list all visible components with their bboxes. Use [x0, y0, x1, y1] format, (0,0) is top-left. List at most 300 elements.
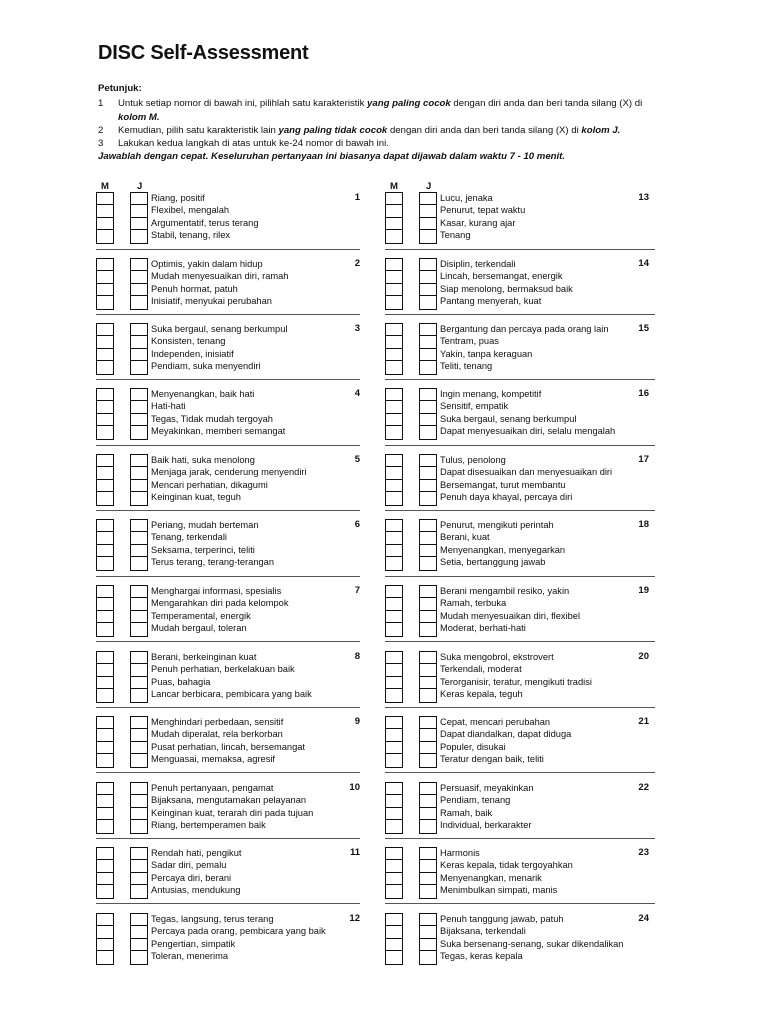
answer-checkbox-j[interactable]: [131, 586, 147, 598]
question-group: [385, 454, 675, 510]
checkbox-column-m: [385, 454, 403, 506]
answer-checkbox-m[interactable]: [97, 455, 113, 467]
checkbox-column-m: [96, 913, 114, 965]
answer-checkbox-j[interactable]: [420, 677, 436, 689]
option-label: Mudah bergaul, toleran: [151, 623, 247, 634]
answer-checkbox-m[interactable]: [386, 455, 402, 467]
answer-checkbox-m[interactable]: [97, 389, 113, 401]
option-label: Percaya diri, berani: [151, 872, 232, 883]
answer-checkbox-m[interactable]: [386, 623, 402, 635]
answer-checkbox-m[interactable]: [386, 742, 402, 754]
answer-checkbox-m[interactable]: [386, 611, 402, 623]
answer-checkbox-j[interactable]: [131, 664, 147, 676]
question-number: 12: [349, 913, 360, 924]
option-label: Pantang menyerah, kuat: [440, 296, 542, 307]
answer-checkbox-m[interactable]: [386, 689, 402, 701]
option-label: Keinginan kuat, teguh: [151, 492, 241, 503]
answer-checkbox-m[interactable]: [97, 808, 113, 820]
option-label: Riang, bertemperamen baik: [151, 820, 266, 831]
answer-checkbox-m[interactable]: [386, 914, 402, 926]
answer-checkbox-j[interactable]: [131, 492, 147, 504]
answer-checkbox-m[interactable]: [97, 783, 113, 795]
answer-checkbox-j[interactable]: [131, 361, 147, 373]
answer-checkbox-m[interactable]: [386, 545, 402, 557]
answer-checkbox-j[interactable]: [131, 677, 147, 689]
group-divider: [385, 641, 655, 642]
option-label: Penurut, mengikuti perintah: [440, 520, 554, 530]
answer-checkbox-j[interactable]: [131, 259, 147, 271]
question-number: 1: [354, 192, 360, 203]
answer-checkbox-m[interactable]: [97, 426, 113, 438]
answer-checkbox-m[interactable]: [97, 939, 113, 951]
checkbox-column-j: [130, 847, 148, 899]
answer-checkbox-m[interactable]: [97, 926, 113, 938]
option-label: Pengertian, simpatik: [151, 938, 236, 949]
answer-checkbox-m[interactable]: [97, 664, 113, 676]
answer-checkbox-j[interactable]: [131, 349, 147, 361]
answer-checkbox-j[interactable]: [131, 557, 147, 569]
checkbox-column-j: [419, 782, 437, 834]
option-label: Penurut, tepat waktu: [440, 205, 526, 216]
option-label: Menyenangkan, menarik: [440, 872, 542, 883]
answer-checkbox-m[interactable]: [386, 808, 402, 820]
answer-checkbox-j[interactable]: [420, 795, 436, 807]
answer-checkbox-m[interactable]: [386, 284, 402, 296]
answer-checkbox-m[interactable]: [97, 361, 113, 373]
group-divider: [385, 379, 655, 380]
option-label: Pusat perhatian, lincah, bersemangat: [151, 741, 306, 752]
question-options: [440, 323, 609, 373]
option-label: Keras kepala, tidak tergoyahkan: [440, 860, 573, 871]
checkbox-column-m: [96, 651, 114, 703]
option-label: Mudah menyesuaikan diri, ramah: [151, 271, 289, 282]
option-label: Penuh tanggung jawab, patuh: [440, 914, 564, 924]
option-label: Pendiam, tenang: [440, 795, 511, 806]
answer-checkbox-j[interactable]: [420, 492, 436, 504]
instruction-step-2: 2 Kemudian, pilih satu karakteristik lain yang paling tidak cocok dengan diri anda dan beri tanda silang (X) di kolom J.: [98, 124, 621, 136]
group-divider: [385, 838, 655, 839]
option-label: Cepat, mencari perubahan: [440, 717, 551, 727]
answer-checkbox-m[interactable]: [386, 860, 402, 872]
option-label: Optimis, yakin dalam hidup: [151, 259, 263, 269]
answer-checkbox-m[interactable]: [97, 754, 113, 766]
group-divider: [96, 510, 360, 511]
answer-checkbox-m[interactable]: [97, 467, 113, 479]
question-group: [96, 913, 386, 969]
answer-checkbox-j[interactable]: [420, 742, 436, 754]
checkbox-column-m: [96, 519, 114, 571]
answer-checkbox-m[interactable]: [386, 677, 402, 689]
checkbox-column-m: [96, 782, 114, 834]
answer-checkbox-m[interactable]: [97, 848, 113, 860]
option-label: Penuh perhatian, berkelakuan baik: [151, 664, 295, 675]
option-label: Dapat menyesuaikan diri, selalu mengalah: [440, 426, 616, 437]
answer-checkbox-m[interactable]: [386, 389, 402, 401]
question-group: [385, 192, 675, 248]
question-group: [96, 716, 386, 772]
option-label: Sadar diri, pemalu: [151, 860, 227, 871]
answer-checkbox-m[interactable]: [386, 401, 402, 413]
option-label: Terkendali, moderat: [440, 664, 522, 675]
answer-checkbox-j[interactable]: [131, 193, 147, 205]
answer-checkbox-j[interactable]: [131, 742, 147, 754]
answer-checkbox-m[interactable]: [386, 652, 402, 664]
option-label: Seksama, terperinci, teliti: [151, 544, 255, 555]
answer-checkbox-m[interactable]: [97, 205, 113, 217]
option-label: Kasar, kurang ajar: [440, 217, 516, 228]
answer-checkbox-j[interactable]: [131, 401, 147, 413]
answer-checkbox-m[interactable]: [97, 324, 113, 336]
answer-checkbox-m[interactable]: [386, 586, 402, 598]
option-label: Menyenangkan, baik hati: [151, 389, 255, 399]
answer-checkbox-j[interactable]: [420, 783, 436, 795]
answer-checkbox-j[interactable]: [420, 455, 436, 467]
answer-checkbox-m[interactable]: [97, 611, 113, 623]
answer-checkbox-j[interactable]: [131, 455, 147, 467]
option-label: Lucu, jenaka: [440, 193, 493, 203]
answer-checkbox-m[interactable]: [386, 951, 402, 963]
option-label: Tentram, puas: [440, 336, 499, 347]
answer-checkbox-j[interactable]: [420, 532, 436, 544]
answer-checkbox-m[interactable]: [97, 885, 113, 897]
answer-checkbox-m[interactable]: [97, 193, 113, 205]
option-label: Penuh daya khayal, percaya diri: [440, 492, 573, 503]
option-label: Suka bersenang-senang, sukar dikendalikan: [440, 938, 624, 949]
option-label: Berani, kuat: [440, 532, 490, 543]
answer-checkbox-j[interactable]: [131, 623, 147, 635]
answer-checkbox-j[interactable]: [420, 426, 436, 438]
option-label: Menghargai informasi, spesialis: [151, 586, 282, 596]
answer-checkbox-j[interactable]: [131, 914, 147, 926]
checkbox-column-m: [96, 716, 114, 768]
answer-checkbox-j[interactable]: [420, 951, 436, 963]
answer-checkbox-m[interactable]: [97, 873, 113, 885]
answer-checkbox-m[interactable]: [386, 426, 402, 438]
answer-checkbox-j[interactable]: [420, 557, 436, 569]
question-number: 9: [354, 716, 360, 727]
answer-checkbox-m[interactable]: [97, 492, 113, 504]
answer-checkbox-m[interactable]: [386, 795, 402, 807]
answer-checkbox-j[interactable]: [420, 401, 436, 413]
answer-checkbox-j[interactable]: [420, 271, 436, 283]
answer-checkbox-m[interactable]: [386, 754, 402, 766]
answer-checkbox-m[interactable]: [386, 205, 402, 217]
answer-checkbox-m[interactable]: [386, 939, 402, 951]
answer-checkbox-m[interactable]: [386, 885, 402, 897]
question-group: [385, 651, 675, 707]
answer-checkbox-j[interactable]: [420, 218, 436, 230]
question-number: 21: [638, 716, 649, 727]
answer-checkbox-j[interactable]: [420, 480, 436, 492]
question-options: [440, 585, 580, 635]
answer-checkbox-m[interactable]: [386, 848, 402, 860]
answer-checkbox-j[interactable]: [131, 939, 147, 951]
answer-checkbox-m[interactable]: [97, 795, 113, 807]
checkbox-column-j: [130, 585, 148, 637]
checkbox-column-m: [385, 388, 403, 440]
answer-checkbox-j[interactable]: [420, 545, 436, 557]
answer-checkbox-m[interactable]: [386, 520, 402, 532]
answer-checkbox-j[interactable]: [420, 873, 436, 885]
answer-checkbox-j[interactable]: [131, 414, 147, 426]
question-options: [151, 716, 305, 766]
answer-checkbox-j[interactable]: [420, 820, 436, 832]
answer-checkbox-m[interactable]: [386, 783, 402, 795]
question-group: [96, 258, 386, 314]
answer-checkbox-j[interactable]: [131, 885, 147, 897]
answer-checkbox-j[interactable]: [420, 230, 436, 242]
answer-checkbox-m[interactable]: [97, 545, 113, 557]
answer-checkbox-j[interactable]: [131, 296, 147, 308]
answer-checkbox-j[interactable]: [131, 271, 147, 283]
answer-checkbox-j[interactable]: [131, 218, 147, 230]
option-label: Lincah, bersemangat, energik: [440, 271, 563, 282]
checkbox-column-j: [419, 192, 437, 244]
answer-checkbox-j[interactable]: [131, 284, 147, 296]
option-label: Ramah, baik: [440, 807, 493, 818]
answer-checkbox-m[interactable]: [97, 586, 113, 598]
answer-checkbox-m[interactable]: [97, 284, 113, 296]
answer-checkbox-j[interactable]: [131, 795, 147, 807]
checkbox-column-j: [130, 192, 148, 244]
answer-checkbox-j[interactable]: [420, 611, 436, 623]
answer-checkbox-m[interactable]: [386, 717, 402, 729]
answer-checkbox-m[interactable]: [97, 717, 113, 729]
answer-checkbox-m[interactable]: [386, 820, 402, 832]
answer-checkbox-m[interactable]: [386, 664, 402, 676]
question-options: [440, 258, 573, 308]
answer-checkbox-j[interactable]: [131, 480, 147, 492]
answer-checkbox-m[interactable]: [386, 873, 402, 885]
option-label: Menguasai, memaksa, agresif: [151, 754, 276, 765]
answer-checkbox-j[interactable]: [420, 389, 436, 401]
answer-checkbox-m[interactable]: [97, 401, 113, 413]
answer-checkbox-m[interactable]: [386, 193, 402, 205]
question-number: 23: [638, 847, 649, 858]
answer-checkbox-m[interactable]: [386, 271, 402, 283]
answer-checkbox-j[interactable]: [420, 520, 436, 532]
answer-checkbox-j[interactable]: [131, 848, 147, 860]
answer-checkbox-j[interactable]: [131, 820, 147, 832]
answer-checkbox-m[interactable]: [97, 520, 113, 532]
question-number: 2: [354, 258, 360, 269]
question-group: [96, 847, 386, 903]
answer-checkbox-m[interactable]: [386, 296, 402, 308]
question-options: [151, 454, 307, 504]
answer-checkbox-m[interactable]: [386, 336, 402, 348]
option-label: Tegas, Tidak mudah tergoyah: [151, 413, 273, 424]
answer-checkbox-m[interactable]: [386, 926, 402, 938]
checkbox-column-j: [130, 323, 148, 375]
answer-checkbox-m[interactable]: [97, 729, 113, 741]
option-label: Tegas, langsung, terus terang: [151, 914, 274, 924]
answer-checkbox-m[interactable]: [386, 492, 402, 504]
answer-checkbox-m[interactable]: [97, 689, 113, 701]
checkbox-column-j: [130, 454, 148, 506]
checkbox-column-j: [130, 716, 148, 768]
answer-checkbox-j[interactable]: [420, 296, 436, 308]
option-label: Menghindari perbedaan, sensitif: [151, 717, 284, 727]
answer-checkbox-j[interactable]: [420, 754, 436, 766]
answer-checkbox-j[interactable]: [420, 664, 436, 676]
answer-checkbox-m[interactable]: [97, 259, 113, 271]
answer-checkbox-m[interactable]: [386, 349, 402, 361]
checkbox-column-j: [130, 519, 148, 571]
answer-checkbox-j[interactable]: [420, 808, 436, 820]
option-label: Keras kepala, teguh: [440, 689, 523, 700]
answer-checkbox-j[interactable]: [420, 324, 436, 336]
answer-checkbox-j[interactable]: [131, 532, 147, 544]
answer-checkbox-m[interactable]: [97, 271, 113, 283]
answer-checkbox-m[interactable]: [97, 742, 113, 754]
answer-checkbox-j[interactable]: [131, 729, 147, 741]
answer-checkbox-j[interactable]: [131, 336, 147, 348]
answer-checkbox-m[interactable]: [97, 296, 113, 308]
answer-checkbox-j[interactable]: [420, 914, 436, 926]
answer-checkbox-m[interactable]: [97, 860, 113, 872]
option-label: Tenang, terkendali: [151, 532, 227, 543]
answer-checkbox-j[interactable]: [420, 848, 436, 860]
answer-checkbox-j[interactable]: [131, 426, 147, 438]
answer-checkbox-j[interactable]: [131, 783, 147, 795]
option-label: Pendiam, suka menyendiri: [151, 361, 261, 372]
answer-checkbox-j[interactable]: [131, 754, 147, 766]
answer-checkbox-m[interactable]: [386, 598, 402, 610]
answer-checkbox-j[interactable]: [420, 586, 436, 598]
answer-checkbox-j[interactable]: [131, 230, 147, 242]
answer-checkbox-m[interactable]: [97, 218, 113, 230]
answer-checkbox-m[interactable]: [386, 259, 402, 271]
column-header-m-left: M: [101, 181, 109, 192]
question-group: [385, 782, 675, 838]
answer-checkbox-j[interactable]: [420, 860, 436, 872]
group-divider: [96, 576, 360, 577]
answer-checkbox-m[interactable]: [97, 532, 113, 544]
answer-checkbox-m[interactable]: [97, 349, 113, 361]
answer-checkbox-m[interactable]: [386, 532, 402, 544]
answer-checkbox-j[interactable]: [131, 689, 147, 701]
answer-checkbox-m[interactable]: [386, 467, 402, 479]
answer-checkbox-j[interactable]: [131, 860, 147, 872]
answer-checkbox-j[interactable]: [131, 467, 147, 479]
answer-checkbox-j[interactable]: [420, 349, 436, 361]
answer-checkbox-j[interactable]: [420, 284, 436, 296]
answer-checkbox-m[interactable]: [97, 557, 113, 569]
answer-checkbox-j[interactable]: [420, 717, 436, 729]
answer-checkbox-m[interactable]: [97, 480, 113, 492]
answer-checkbox-j[interactable]: [131, 545, 147, 557]
answer-checkbox-j[interactable]: [420, 259, 436, 271]
answer-checkbox-j[interactable]: [420, 885, 436, 897]
answer-checkbox-j[interactable]: [420, 336, 436, 348]
answer-checkbox-j[interactable]: [131, 611, 147, 623]
answer-checkbox-j[interactable]: [420, 193, 436, 205]
answer-checkbox-j[interactable]: [131, 652, 147, 664]
option-label: Mencari perhatian, dikagumi: [151, 479, 268, 490]
answer-checkbox-j[interactable]: [420, 205, 436, 217]
checkbox-column-m: [96, 258, 114, 310]
answer-checkbox-j[interactable]: [131, 520, 147, 532]
option-label: Dapat diandalkan, dapat diduga: [440, 729, 572, 740]
answer-checkbox-j[interactable]: [420, 467, 436, 479]
instruction-step-1: 1 Untuk setiap nomor di bawah ini, pilihlah satu karakteristik yang paling cocok dengan diri anda dan beri tanda silang (X) di kolom M.: [98, 98, 643, 123]
answer-checkbox-m[interactable]: [97, 598, 113, 610]
question-number: 3: [354, 323, 360, 334]
question-group: [385, 585, 675, 641]
answer-checkbox-j[interactable]: [131, 951, 147, 963]
checkbox-column-j: [419, 585, 437, 637]
answer-checkbox-m[interactable]: [97, 951, 113, 963]
group-divider: [385, 510, 655, 511]
answer-checkbox-j[interactable]: [420, 729, 436, 741]
answer-checkbox-m[interactable]: [97, 336, 113, 348]
answer-checkbox-m[interactable]: [97, 230, 113, 242]
question-number: 4: [354, 388, 360, 399]
answer-checkbox-m[interactable]: [97, 652, 113, 664]
answer-checkbox-j[interactable]: [420, 652, 436, 664]
checkbox-column-m: [96, 585, 114, 637]
answer-checkbox-j[interactable]: [131, 926, 147, 938]
option-label: Konsisten, tenang: [151, 336, 226, 347]
option-label: Rendah hati, pengikut: [151, 848, 242, 858]
question-group: [96, 782, 386, 838]
option-label: Bijaksana, terkendali: [440, 926, 526, 937]
checkbox-column-j: [130, 782, 148, 834]
checkbox-column-m: [385, 913, 403, 965]
answer-checkbox-j[interactable]: [420, 598, 436, 610]
answer-checkbox-j[interactable]: [420, 939, 436, 951]
answer-checkbox-j[interactable]: [131, 389, 147, 401]
answer-checkbox-j[interactable]: [131, 598, 147, 610]
answer-checkbox-j[interactable]: [131, 873, 147, 885]
question-group: [385, 519, 675, 575]
answer-checkbox-m[interactable]: [386, 480, 402, 492]
question-options: [151, 651, 312, 701]
answer-checkbox-m[interactable]: [386, 218, 402, 230]
answer-checkbox-j[interactable]: [420, 689, 436, 701]
answer-checkbox-m[interactable]: [97, 623, 113, 635]
answer-checkbox-m[interactable]: [386, 414, 402, 426]
answer-checkbox-m[interactable]: [97, 914, 113, 926]
answer-checkbox-m[interactable]: [386, 729, 402, 741]
answer-checkbox-j[interactable]: [131, 717, 147, 729]
option-label: Argumentatif, terus terang: [151, 217, 259, 228]
answer-checkbox-j[interactable]: [420, 926, 436, 938]
answer-checkbox-m[interactable]: [97, 677, 113, 689]
checkbox-column-m: [385, 323, 403, 375]
answer-checkbox-j[interactable]: [131, 808, 147, 820]
instructions-note: Jawablah dengan cepat. Keseluruhan pertanyaan ini biasanya dapat dijawab dalam waktu 7 - 10 menit.: [98, 151, 566, 163]
answer-checkbox-j[interactable]: [131, 324, 147, 336]
answer-checkbox-m[interactable]: [386, 361, 402, 373]
answer-checkbox-j[interactable]: [420, 414, 436, 426]
answer-checkbox-j[interactable]: [131, 205, 147, 217]
question-number: 13: [638, 192, 649, 203]
option-label: Menyenangkan, menyegarkan: [440, 544, 566, 555]
answer-checkbox-j[interactable]: [420, 361, 436, 373]
answer-checkbox-m[interactable]: [97, 414, 113, 426]
group-divider: [385, 707, 655, 708]
answer-checkbox-m[interactable]: [386, 557, 402, 569]
column-header-j-right: J: [426, 181, 432, 192]
answer-checkbox-m[interactable]: [386, 324, 402, 336]
answer-checkbox-m[interactable]: [97, 820, 113, 832]
instructions: [98, 82, 698, 164]
group-divider: [385, 249, 655, 250]
answer-checkbox-m[interactable]: [386, 230, 402, 242]
checkbox-column-j: [419, 258, 437, 310]
answer-checkbox-j[interactable]: [420, 623, 436, 635]
